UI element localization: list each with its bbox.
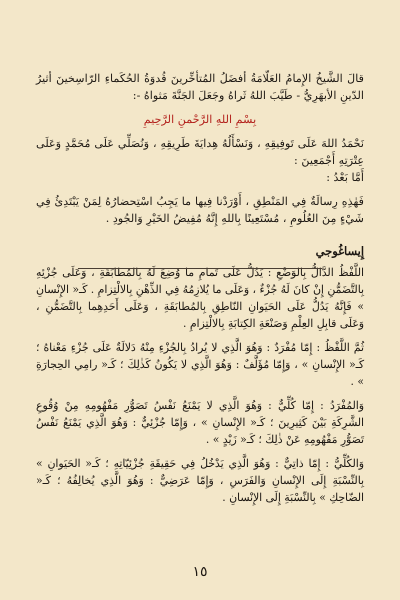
- intro-paragraph: قالَ الشَّيخُ الإِمامُ العَلّامَةُ أفضَلُ المُتأخِّرينَ قُدوَةُ الحُكَماءِ الرّاسِخينَ أثيرُ الدّينِ الأبهَرِيُّ - طَيَّبَ اللهُ ثَراهُ وجَعَلَ الجَنَّةَ مَثواهُ -:: [36, 72, 364, 102]
- spacer: [36, 104, 364, 111]
- amma-badu-line: أَمَّا بَعْدُ :: [326, 171, 364, 184]
- separator-line: [78, 268, 322, 269]
- paragraph-essential-accidental: وَالكُلِّيُّ : إِمّا ذاتِيٌّ : وَهُوَ الَّذِي يَدْخُلُ فِي حَقِيقَةِ جُزْئِيّاتِهِ ؛ كَـ« الحَيَوانِ » بِالنِّسْبَةِ إِلَى الإِنْسانِ وَالفَرَسِ ، وَإِمّا عَرَضِيٌّ : وَهُوَ الَّذِي يُخالِفُهُ ؛ كَـ« الضّاحِكِ » بِالنِّسْبَةِ إِلَى الإِنْسانِ .: [36, 457, 364, 504]
- purpose-paragraph: فَهٰذِهِ رِسالَةٌ فِي المَنْطِقِ ، أَوْرَدْنا فِيها ما يَجِبُ اسْتِحضارُهُ لِمَنْ يَبْتَدِئُ فِي شَيْءٍ مِنَ العُلُومِ ، مُسْتَعِينًا بِاللهِ إِنَّهُ مُفِيضُ الخَيْرِ وَالجُودِ .: [36, 195, 364, 225]
- spacer: [36, 332, 364, 339]
- paragraph-universal-particular: وَالمُفْرَدُ : إِمّا كُلِّيٌّ : وَهُوَ الَّذِي لا يَمْنَعُ نَفْسُ تَصَوُّرِ مَفْهُومِهِ مِنْ وُقُوعِ الشَّرِكَةِ بَيْنَ كَثِيرِينَ ؛ كَـ« الإِنْسانِ » ، وَإِمّا جُزْئِيٌّ : وَهُوَ الَّذِي يَمْنَعُ نَفْسُ تَصَوُّرِ مَفْهُومِهِ عَنْ ذٰلِكَ ؛ كَـ« زَيْدٍ » .: [36, 399, 364, 446]
- praise-paragraph: نَحْمَدُ اللهَ عَلَى تَوفِيقِهِ ، وَنَسْأَلُهُ هِدايَةَ طَرِيقِهِ ، وَنُصَلِّي عَلَى مُحَمَّدٍ وَعَلَى عِتْرَتِهِ أَجْمَعِينَ :: [36, 137, 364, 167]
- spacer: [36, 128, 364, 135]
- paragraph-simple-compound: ثُمَّ اللَّفْظُ : إِمّا مُفْرَدٌ : وَهُوَ الَّذِي لا يُرادُ بِالجُزْءِ مِنْهُ دَلالَةٌ عَلَى جُزْءِ مَعْناهُ ؛ كَـ« الإِنْسانِ » ، وَإِمّا مُؤَلَّفٌ : وَهُوَ الَّذِي لا يَكُونُ كَذٰلِكَ ؛ كَـ« رامِي الحِجارَةِ » .: [36, 341, 364, 388]
- spacer: [36, 227, 364, 241]
- spacer: [36, 186, 364, 193]
- section-title: إِيساغُوجي: [315, 244, 364, 258]
- paragraph-definition: اللَّفْظُ الدَّالُّ بِالوَضْعِ : يَدُلُّ عَلَى تَمامِ ما وُضِعَ لَهُ بِالمُطابَقَةِ ، وَعَلَى جُزْئِهِ بِالتَّضَمُّنِ إِنْ كانَ لَهُ جُزْءٌ ، وَعَلَى ما يُلازِمُهُ فِي الذِّهْنِ بِالالْتِزامِ . كَـ« الإِنْسانِ » فَإِنَّهُ يَدُلُّ عَلَى الحَيَوانِ النّاطِقِ بِالمُطابَقَةِ ، وَعَلَى أَحَدِهِما بِالتَّضَمُّنِ ، وَعَلَى قابِلِ العِلْمِ وَصَنْعَةِ الكِتابَةِ بِالالْتِزامِ .: [36, 266, 364, 330]
- spacer: [36, 448, 364, 455]
- basmala: بِسْمِ اللهِ الرَّحْمنِ الرَّحِيمِ: [143, 113, 257, 126]
- page-number: ١٥: [192, 564, 208, 580]
- spacer: [36, 390, 364, 397]
